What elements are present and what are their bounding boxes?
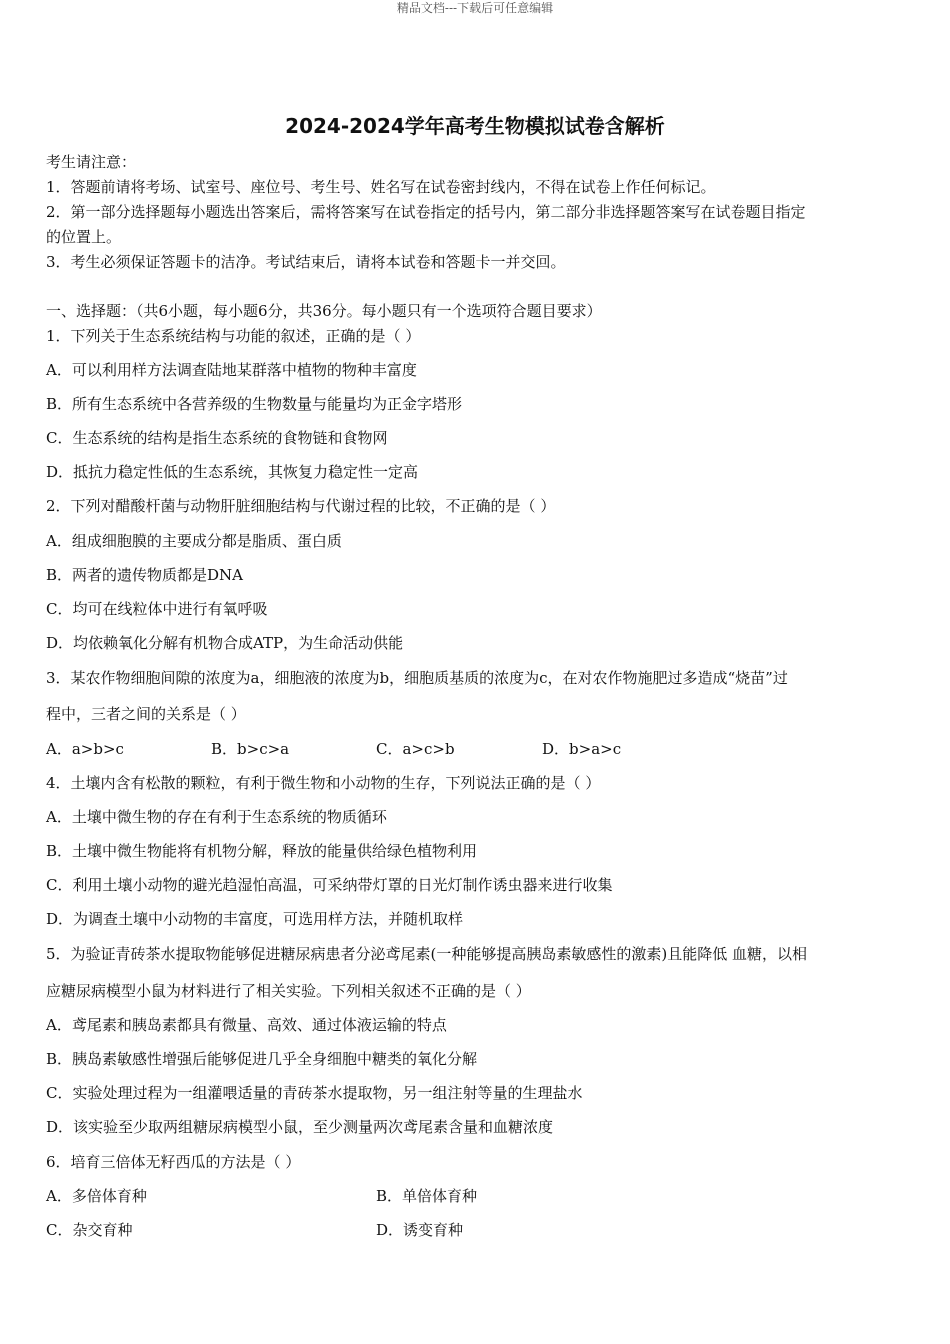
question-stem: 1．下列关于生态系统结构与功能的叙述，正确的是（ ） (46, 327, 421, 345)
option-d: D．均依赖氧化分解有机物合成ATP，为生命活动供能 (46, 634, 404, 652)
option-d: D．该实验至少取两组糖尿病模型小鼠，至少测量两次鸢尾素含量和血糖浓度 (46, 1118, 554, 1136)
notice-item: 2．第一部分选择题每小题选出答案后，需将答案写在试卷指定的括号内，第二部分非选择题答案写在试卷题目指定 (46, 203, 806, 221)
question-stem-continued: 应糖尿病模型小鼠为材料进行了相关实验。下列相关叙述不正确的是（ ） (46, 982, 531, 1000)
option-a: A．组成细胞膜的主要成分都是脂质、蛋白质 (46, 532, 342, 550)
question-stem-continued: 程中，三者之间的关系是（ ） (46, 705, 246, 723)
option-c: C．均可在线粒体中进行有氧呼吸 (46, 600, 268, 618)
option-b: B．单倍体育种 (376, 1187, 478, 1205)
notice-item: 3．考生必须保证答题卡的洁净。考试结束后，请将本试卷和答题卡一并交回。 (46, 253, 566, 271)
option-a: A．鸢尾素和胰岛素都具有微量、高效、通过体液运输的特点 (46, 1016, 447, 1034)
option-c: C．利用土壤小动物的避光趋湿怕高温，可采纳带灯罩的日光灯制作诱虫器来进行收集 (46, 876, 613, 894)
page-title: 2024-2024学年高考生物模拟试卷含解析 (285, 114, 665, 138)
option-b: B．两者的遗传物质都是DNA (46, 566, 244, 584)
option-c: C．杂交育种 (46, 1221, 133, 1239)
option-c: C．实验处理过程为一组灌喂适量的青砖茶水提取物，另一组注射等量的生理盐水 (46, 1084, 583, 1102)
option-a: A．多倍体育种 (46, 1187, 147, 1205)
notice-heading: 考生请注意： (46, 153, 137, 171)
question-stem: 3．某农作物细胞间隙的浓度为a，细胞液的浓度为b，细胞质基质的浓度为c，在对农作物施肥过多造成“烧苗”过 (46, 669, 788, 687)
question-stem: 5．为验证青砖茶水提取物能够促进糖尿病患者分泌鸢尾素(一种能够提高胰岛素敏感性的激素)且能降低 血糖，以相 (46, 945, 808, 963)
option-d: D．b>a>c (542, 740, 622, 758)
notice-item: 的位置上。 (46, 228, 122, 246)
question-stem: 2．下列对醋酸杆菌与动物肝脏细胞结构与代谢过程的比较，不正确的是（ ） (46, 497, 556, 515)
question-stem: 4．土壤内含有松散的颗粒，有利于微生物和小动物的生存，下列说法正确的是（ ） (46, 774, 601, 792)
option-b: B．胰岛素敏感性增强后能够促进几乎全身细胞中糖类的氧化分解 (46, 1050, 478, 1068)
option-a: A．土壤中微生物的存在有利于生态系统的物质循环 (46, 808, 387, 826)
option-d: D．为调查土壤中小动物的丰富度，可选用样方法，并随机取样 (46, 910, 464, 928)
option-c: C．a>c>b (376, 740, 455, 758)
option-c: C．生态系统的结构是指生态系统的食物链和食物网 (46, 429, 388, 447)
notice-block (46, 150, 902, 275)
option-d: D．抵抗力稳定性低的生态系统，其恢复力稳定性一定高 (46, 463, 419, 481)
header-note: 精品文档---下载后可任意编辑 (396, 1, 554, 15)
option-a: A．可以利用样方法调查陆地某群落中植物的物种丰富度 (46, 361, 417, 379)
option-a: A．a>b>c (46, 740, 124, 758)
notice-item: 1．答题前请将考场、试室号、座位号、考生号、姓名写在试卷密封线内，不得在试卷上作任何标记。 (46, 178, 716, 196)
option-b: B．b>c>a (211, 740, 290, 758)
option-b: B．所有生态系统中各营养级的生物数量与能量均为正金字塔形 (46, 395, 463, 413)
option-b: B．土壤中微生物能将有机物分解，释放的能量供给绿色植物利用 (46, 842, 478, 860)
section-heading: 一、选择题：（共6小题，每小题6分，共36分。每小题只有一个选项符合题目要求） (46, 302, 602, 320)
question-stem: 6．培育三倍体无籽西瓜的方法是（ ） (46, 1153, 301, 1171)
option-d: D．诱变育种 (376, 1221, 464, 1239)
